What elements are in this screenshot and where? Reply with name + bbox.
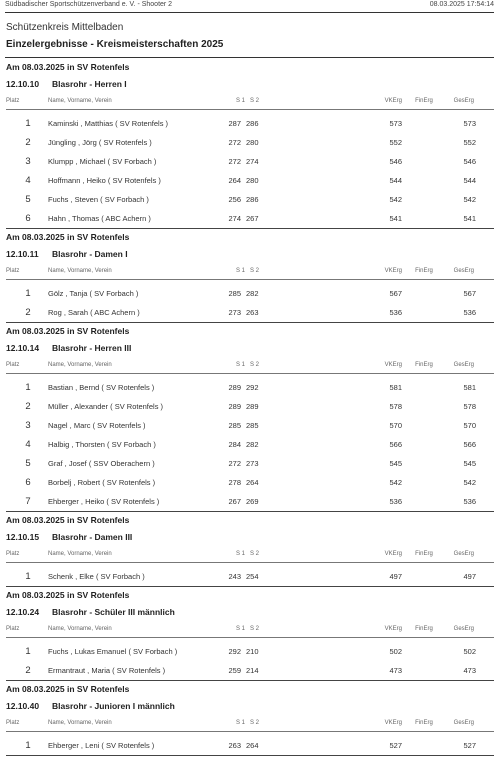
- cell-place: 1: [25, 288, 31, 299]
- cell-name: Ehberger , Leni ( SV Rotenfels ): [48, 741, 155, 750]
- cell-ges: 542: [463, 195, 476, 204]
- section-number: 12.10.10: [6, 79, 40, 89]
- cell-name: Klumpp , Michael ( SV Forbach ): [48, 157, 157, 166]
- table-row: [6, 114, 494, 133]
- column-header-s1: S 1: [235, 98, 245, 104]
- cell-s1: 292: [228, 647, 241, 656]
- table-row: [6, 454, 494, 473]
- table-row: [6, 171, 494, 190]
- column-header-ges: GesErg: [453, 362, 474, 368]
- cell-vk: 536: [389, 308, 402, 317]
- district-title: Schützenkreis Mittelbaden: [6, 22, 124, 33]
- cell-name: Ermantraut , Maria ( SV Rotenfels ): [48, 666, 166, 675]
- cell-name: Kaminski , Matthias ( SV Rotenfels ): [48, 119, 169, 128]
- column-header-s2: S 2: [250, 626, 260, 632]
- cell-vk: 567: [389, 289, 402, 298]
- column-header-vk: VKErg: [384, 551, 402, 557]
- table-row: [6, 435, 494, 454]
- column-header-fin: FinErg: [415, 720, 433, 726]
- cell-ges: 545: [463, 459, 476, 468]
- column-header-ges: GesErg: [453, 268, 474, 274]
- cell-s2: 280: [246, 176, 259, 185]
- section-title: Blasrohr - Junioren I männlich: [52, 701, 175, 711]
- cell-s2: 269: [246, 497, 259, 506]
- cell-s1: 285: [228, 421, 241, 430]
- table-row: [6, 152, 494, 171]
- cell-vk: 573: [389, 119, 402, 128]
- table-row: [6, 190, 494, 209]
- column-header-fin: FinErg: [415, 98, 433, 104]
- cell-s1: 259: [228, 666, 241, 675]
- cell-vk: 545: [389, 459, 402, 468]
- cell-s2: 292: [246, 383, 259, 392]
- section-date-venue: Am 08.03.2025 in SV Rotenfels: [6, 62, 130, 72]
- section-date-venue: Am 08.03.2025 in SV Rotenfels: [6, 515, 130, 525]
- cell-vk: 542: [389, 195, 402, 204]
- cell-s2: 254: [246, 572, 259, 581]
- cell-s1: 278: [228, 478, 241, 487]
- column-header-row: [6, 93, 494, 110]
- cell-place: 6: [25, 477, 31, 488]
- cell-s1: 264: [228, 176, 241, 185]
- header-divider: [5, 12, 494, 13]
- column-header-row: [6, 357, 494, 374]
- cell-vk: 527: [389, 741, 402, 750]
- column-header-s2: S 2: [250, 268, 260, 274]
- table-row: [6, 642, 494, 661]
- column-header-place: Platz: [6, 551, 20, 557]
- cell-place: 3: [25, 420, 31, 431]
- cell-name: Halbig , Thorsten ( SV Forbach ): [48, 440, 156, 449]
- column-header-name: Name, Vorname, Verein: [48, 626, 112, 632]
- cell-s1: 285: [228, 289, 241, 298]
- table-row: [6, 416, 494, 435]
- column-header-fin: FinErg: [415, 268, 433, 274]
- column-header-s2: S 2: [250, 720, 260, 726]
- cell-ges: 473: [463, 666, 476, 675]
- cell-vk: 578: [389, 402, 402, 411]
- column-header-ges: GesErg: [453, 720, 474, 726]
- cell-place: 2: [25, 665, 31, 676]
- cell-name: Graf , Josef ( SSV Oberachern ): [48, 459, 155, 468]
- results-section: [0, 323, 500, 512]
- cell-s1: 287: [228, 119, 241, 128]
- cell-place: 1: [25, 118, 31, 129]
- cell-ges: 542: [463, 478, 476, 487]
- cell-place: 5: [25, 194, 31, 205]
- column-header-ges: GesErg: [453, 551, 474, 557]
- result-rows: [0, 638, 500, 680]
- cell-ges: 578: [463, 402, 476, 411]
- column-header-place: Platz: [6, 626, 20, 632]
- cell-vk: 570: [389, 421, 402, 430]
- cell-vk: 544: [389, 176, 402, 185]
- cell-s1: 289: [228, 402, 241, 411]
- column-header-vk: VKErg: [384, 720, 402, 726]
- section-number: 12.10.11: [6, 249, 39, 259]
- cell-s2: 285: [246, 421, 259, 430]
- cell-ges: 573: [463, 119, 476, 128]
- cell-vk: 566: [389, 440, 402, 449]
- section-date-venue: Am 08.03.2025 in SV Rotenfels: [6, 684, 130, 694]
- section-title: Blasrohr - Herren III: [52, 343, 132, 353]
- cell-vk: 552: [389, 138, 402, 147]
- column-header-s1: S 1: [235, 362, 245, 368]
- cell-s1: 284: [228, 440, 241, 449]
- table-row: [6, 397, 494, 416]
- cell-s1: 274: [228, 214, 241, 223]
- cell-name: Fuchs , Lukas Emanuel ( SV Forbach ): [48, 647, 178, 656]
- cell-name: Fuchs , Steven ( SV Forbach ): [48, 195, 149, 204]
- cell-name: Jüngling , Jörg ( SV Rotenfels ): [48, 138, 152, 147]
- cell-name: Hahn , Thomas ( ABC Achern ): [48, 214, 151, 223]
- column-header-fin: FinErg: [415, 362, 433, 368]
- cell-ges: 527: [463, 741, 476, 750]
- column-header-name: Name, Vorname, Verein: [48, 362, 112, 368]
- cell-s2: 214: [246, 666, 259, 675]
- cell-ges: 536: [463, 497, 476, 506]
- cell-name: Ehberger , Heiko ( SV Rotenfels ): [48, 497, 160, 506]
- cell-vk: 502: [389, 647, 402, 656]
- section-title: Blasrohr - Damen I: [52, 249, 128, 259]
- cell-ges: 544: [463, 176, 476, 185]
- cell-name: Hoffmann , Heiko ( SV Rotenfels ): [48, 176, 161, 185]
- cell-s1: 272: [228, 459, 241, 468]
- cell-s1: 243: [228, 572, 241, 581]
- section-date-venue: Am 08.03.2025 in SV Rotenfels: [6, 326, 130, 336]
- cell-name: Borbelj , Robert ( SV Rotenfels ): [48, 478, 156, 487]
- column-header-place: Platz: [6, 362, 20, 368]
- column-header-fin: FinErg: [415, 626, 433, 632]
- table-row: [6, 567, 494, 586]
- result-rows: [0, 280, 500, 322]
- column-header-s2: S 2: [250, 98, 260, 104]
- table-row: [6, 284, 494, 303]
- table-row: [6, 492, 494, 511]
- cell-place: 7: [25, 496, 31, 507]
- results-section: [0, 229, 500, 323]
- column-header-vk: VKErg: [384, 268, 402, 274]
- cell-place: 5: [25, 458, 31, 469]
- cell-place: 1: [25, 571, 31, 582]
- column-header-place: Platz: [6, 268, 20, 274]
- result-rows: [0, 732, 500, 755]
- section-date-venue: Am 08.03.2025 in SV Rotenfels: [6, 590, 130, 600]
- section-title: Blasrohr - Herren I: [52, 79, 127, 89]
- cell-name: Gölz , Tanja ( SV Forbach ): [48, 289, 139, 298]
- column-header-name: Name, Vorname, Verein: [48, 551, 112, 557]
- cell-ges: 536: [463, 308, 476, 317]
- header-timestamp: 08.03.2025 17:54:14: [429, 1, 494, 8]
- results-section: [0, 587, 500, 681]
- cell-place: 1: [25, 646, 31, 657]
- column-header-s2: S 2: [250, 362, 260, 368]
- cell-s1: 272: [228, 157, 241, 166]
- cell-s2: 264: [246, 478, 259, 487]
- column-header-fin: FinErg: [415, 551, 433, 557]
- cell-name: Schenk , Elke ( SV Forbach ): [48, 572, 145, 581]
- cell-place: 4: [25, 175, 31, 186]
- cell-ges: 546: [463, 157, 476, 166]
- cell-place: 3: [25, 156, 31, 167]
- cell-vk: 497: [389, 572, 402, 581]
- section-number: 12.10.14: [6, 343, 40, 353]
- column-header-place: Platz: [6, 98, 20, 104]
- section-number: 12.10.15: [6, 532, 40, 542]
- table-row: [6, 133, 494, 152]
- column-header-name: Name, Vorname, Verein: [48, 720, 112, 726]
- section-title: Blasrohr - Schüler III männlich: [52, 607, 175, 617]
- cell-ges: 497: [463, 572, 476, 581]
- column-header-ges: GesErg: [453, 98, 474, 104]
- column-header-place: Platz: [6, 720, 20, 726]
- result-rows: [0, 110, 500, 228]
- cell-vk: 536: [389, 497, 402, 506]
- cell-s2: 274: [246, 157, 259, 166]
- cell-place: 4: [25, 439, 31, 450]
- cell-ges: 541: [463, 214, 476, 223]
- column-header-s2: S 2: [250, 551, 260, 557]
- cell-s2: 267: [246, 214, 259, 223]
- column-header-vk: VKErg: [384, 98, 402, 104]
- cell-place: 2: [25, 307, 31, 318]
- section-heading: [0, 339, 500, 357]
- column-header-s1: S 1: [235, 268, 245, 274]
- result-rows: [0, 563, 500, 586]
- page-header: [0, 0, 500, 12]
- header-organization: Südbadischer Sportschützenverband e. V. - Shooter 2: [5, 1, 173, 8]
- table-row: [6, 378, 494, 397]
- cell-vk: 546: [389, 157, 402, 166]
- cell-place: 1: [25, 740, 31, 751]
- cell-s2: 286: [246, 195, 259, 204]
- cell-s1: 273: [228, 308, 241, 317]
- cell-ges: 581: [463, 383, 476, 392]
- column-header-vk: VKErg: [384, 362, 402, 368]
- cell-s2: 264: [246, 741, 259, 750]
- column-header-row: [6, 621, 494, 638]
- cell-ges: 552: [463, 138, 476, 147]
- section-title: Blasrohr - Damen III: [52, 532, 133, 542]
- cell-vk: 473: [389, 666, 402, 675]
- cell-s1: 263: [228, 741, 241, 750]
- section-number: 12.10.24: [6, 607, 40, 617]
- report-title: Einzelergebnisse - Kreismeisterschaften 2025: [6, 39, 224, 50]
- cell-ges: 567: [463, 289, 476, 298]
- cell-s2: 282: [246, 440, 259, 449]
- section-heading: [0, 245, 500, 263]
- column-header-ges: GesErg: [453, 626, 474, 632]
- cell-s2: 273: [246, 459, 259, 468]
- column-header-row: [6, 546, 494, 563]
- result-rows: [0, 374, 500, 511]
- column-header-s1: S 1: [235, 626, 245, 632]
- cell-s1: 272: [228, 138, 241, 147]
- section-number: 12.10.40: [6, 701, 40, 711]
- cell-name: Nagel , Marc ( SV Rotenfels ): [48, 421, 146, 430]
- cell-s1: 289: [228, 383, 241, 392]
- section-heading: [0, 528, 500, 546]
- cell-place: 2: [25, 137, 31, 148]
- column-header-s1: S 1: [235, 720, 245, 726]
- table-row: [6, 736, 494, 755]
- section-date-venue: Am 08.03.2025 in SV Rotenfels: [6, 232, 130, 242]
- column-header-row: [6, 715, 494, 732]
- results-section: [0, 512, 500, 587]
- section-heading: [0, 75, 500, 93]
- section-divider: [6, 755, 494, 756]
- cell-place: 1: [25, 382, 31, 393]
- column-header-name: Name, Vorname, Verein: [48, 98, 112, 104]
- cell-s2: 263: [246, 308, 259, 317]
- table-row: [6, 303, 494, 322]
- cell-place: 2: [25, 401, 31, 412]
- cell-s2: 280: [246, 138, 259, 147]
- cell-s2: 210: [246, 647, 259, 656]
- results-section: [0, 59, 500, 229]
- cell-s1: 256: [228, 195, 241, 204]
- table-row: [6, 209, 494, 228]
- cell-ges: 570: [463, 421, 476, 430]
- cell-vk: 581: [389, 383, 402, 392]
- section-heading: [0, 697, 500, 715]
- cell-name: Bastian , Bernd ( SV Rotenfels ): [48, 383, 155, 392]
- cell-s2: 282: [246, 289, 259, 298]
- column-header-s1: S 1: [235, 551, 245, 557]
- cell-vk: 541: [389, 214, 402, 223]
- results-sections: [0, 59, 500, 756]
- results-section: [0, 681, 500, 756]
- cell-name: Rog , Sarah ( ABC Achern ): [48, 308, 140, 317]
- cell-ges: 566: [463, 440, 476, 449]
- section-heading: [0, 603, 500, 621]
- cell-s1: 267: [228, 497, 241, 506]
- table-row: [6, 473, 494, 492]
- title-divider: [5, 57, 494, 58]
- cell-s2: 289: [246, 402, 259, 411]
- cell-name: Müller , Alexander ( SV Rotenfels ): [48, 402, 164, 411]
- cell-place: 6: [25, 213, 31, 224]
- column-header-row: [6, 263, 494, 280]
- cell-ges: 502: [463, 647, 476, 656]
- column-header-vk: VKErg: [384, 626, 402, 632]
- table-row: [6, 661, 494, 680]
- cell-vk: 542: [389, 478, 402, 487]
- column-header-name: Name, Vorname, Verein: [48, 268, 112, 274]
- cell-s2: 286: [246, 119, 259, 128]
